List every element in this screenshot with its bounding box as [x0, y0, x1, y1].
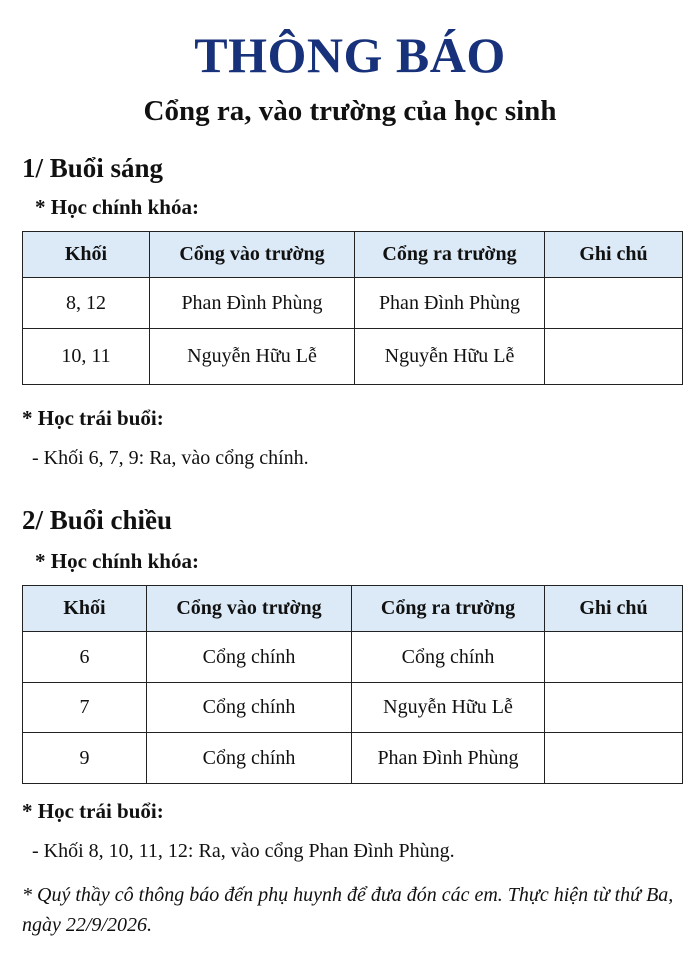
cell-cong-ra: Nguyễn Hữu Lễ [352, 683, 545, 733]
cell-cong-vao: Cổng chính [147, 632, 352, 683]
morning-extra-label: * Học trái buổi: [22, 406, 164, 430]
cell-ghi-chu [545, 278, 683, 329]
cell-cong-ra: Nguyễn Hữu Lễ [355, 329, 545, 385]
header-cong-ra: Cổng ra trường [355, 232, 545, 278]
cell-khoi: 9 [23, 733, 147, 784]
cell-khoi: 6 [23, 632, 147, 683]
afternoon-table [22, 585, 683, 784]
cell-cong-ra: Phan Đình Phùng [355, 278, 545, 329]
cell-ghi-chu [545, 632, 683, 683]
cell-cong-vao: Cổng chính [147, 683, 352, 733]
table-row [23, 733, 683, 784]
cell-cong-vao: Cổng chính [147, 733, 352, 784]
afternoon-heading: 2/ Buổi chiều [22, 505, 173, 535]
cell-cong-ra: Phan Đình Phùng [352, 733, 545, 784]
header-cong-vao: Cổng vào trường [147, 586, 352, 632]
cell-khoi: 7 [23, 683, 147, 733]
table-row [23, 329, 683, 385]
footer-note: * Quý thầy cô thông báo đến phụ huynh để đưa đón các em. Thực hiện từ thứ Ba, ngày 22/9/2026. [22, 884, 674, 936]
afternoon-main-label: * Học chính khóa: [35, 549, 199, 573]
header-cong-ra: Cổng ra trường [352, 586, 545, 632]
cell-khoi: 10, 11 [23, 329, 150, 385]
table-header-row [23, 232, 683, 278]
morning-main-label: * Học chính khóa: [35, 195, 199, 219]
table-row [23, 632, 683, 683]
header-khoi: Khối [23, 232, 150, 278]
table-header-row [23, 586, 683, 632]
afternoon-extra-note: - Khối 8, 10, 11, 12: Ra, vào cổng Phan Đình Phùng. [32, 840, 455, 862]
header-cong-vao: Cổng vào trường [150, 232, 355, 278]
notice-title: THÔNG BÁO [194, 27, 506, 83]
cell-ghi-chu [545, 733, 683, 784]
afternoon-extra-label: * Học trái buổi: [22, 799, 164, 823]
header-ghi-chu: Ghi chú [545, 232, 683, 278]
cell-cong-ra: Cổng chính [352, 632, 545, 683]
table-row [23, 683, 683, 733]
table-row [23, 278, 683, 329]
cell-cong-vao: Phan Đình Phùng [150, 278, 355, 329]
cell-ghi-chu [545, 329, 683, 385]
morning-extra-note: - Khối 6, 7, 9: Ra, vào cổng chính. [32, 447, 309, 469]
header-ghi-chu: Ghi chú [545, 586, 683, 632]
cell-ghi-chu [545, 683, 683, 733]
morning-table [22, 231, 683, 385]
notice-subtitle: Cổng ra, vào trường của học sinh [143, 95, 557, 127]
cell-khoi: 8, 12 [23, 278, 150, 329]
morning-heading: 1/ Buổi sáng [22, 153, 164, 183]
header-khoi: Khối [23, 586, 147, 632]
cell-cong-vao: Nguyễn Hữu Lễ [150, 329, 355, 385]
